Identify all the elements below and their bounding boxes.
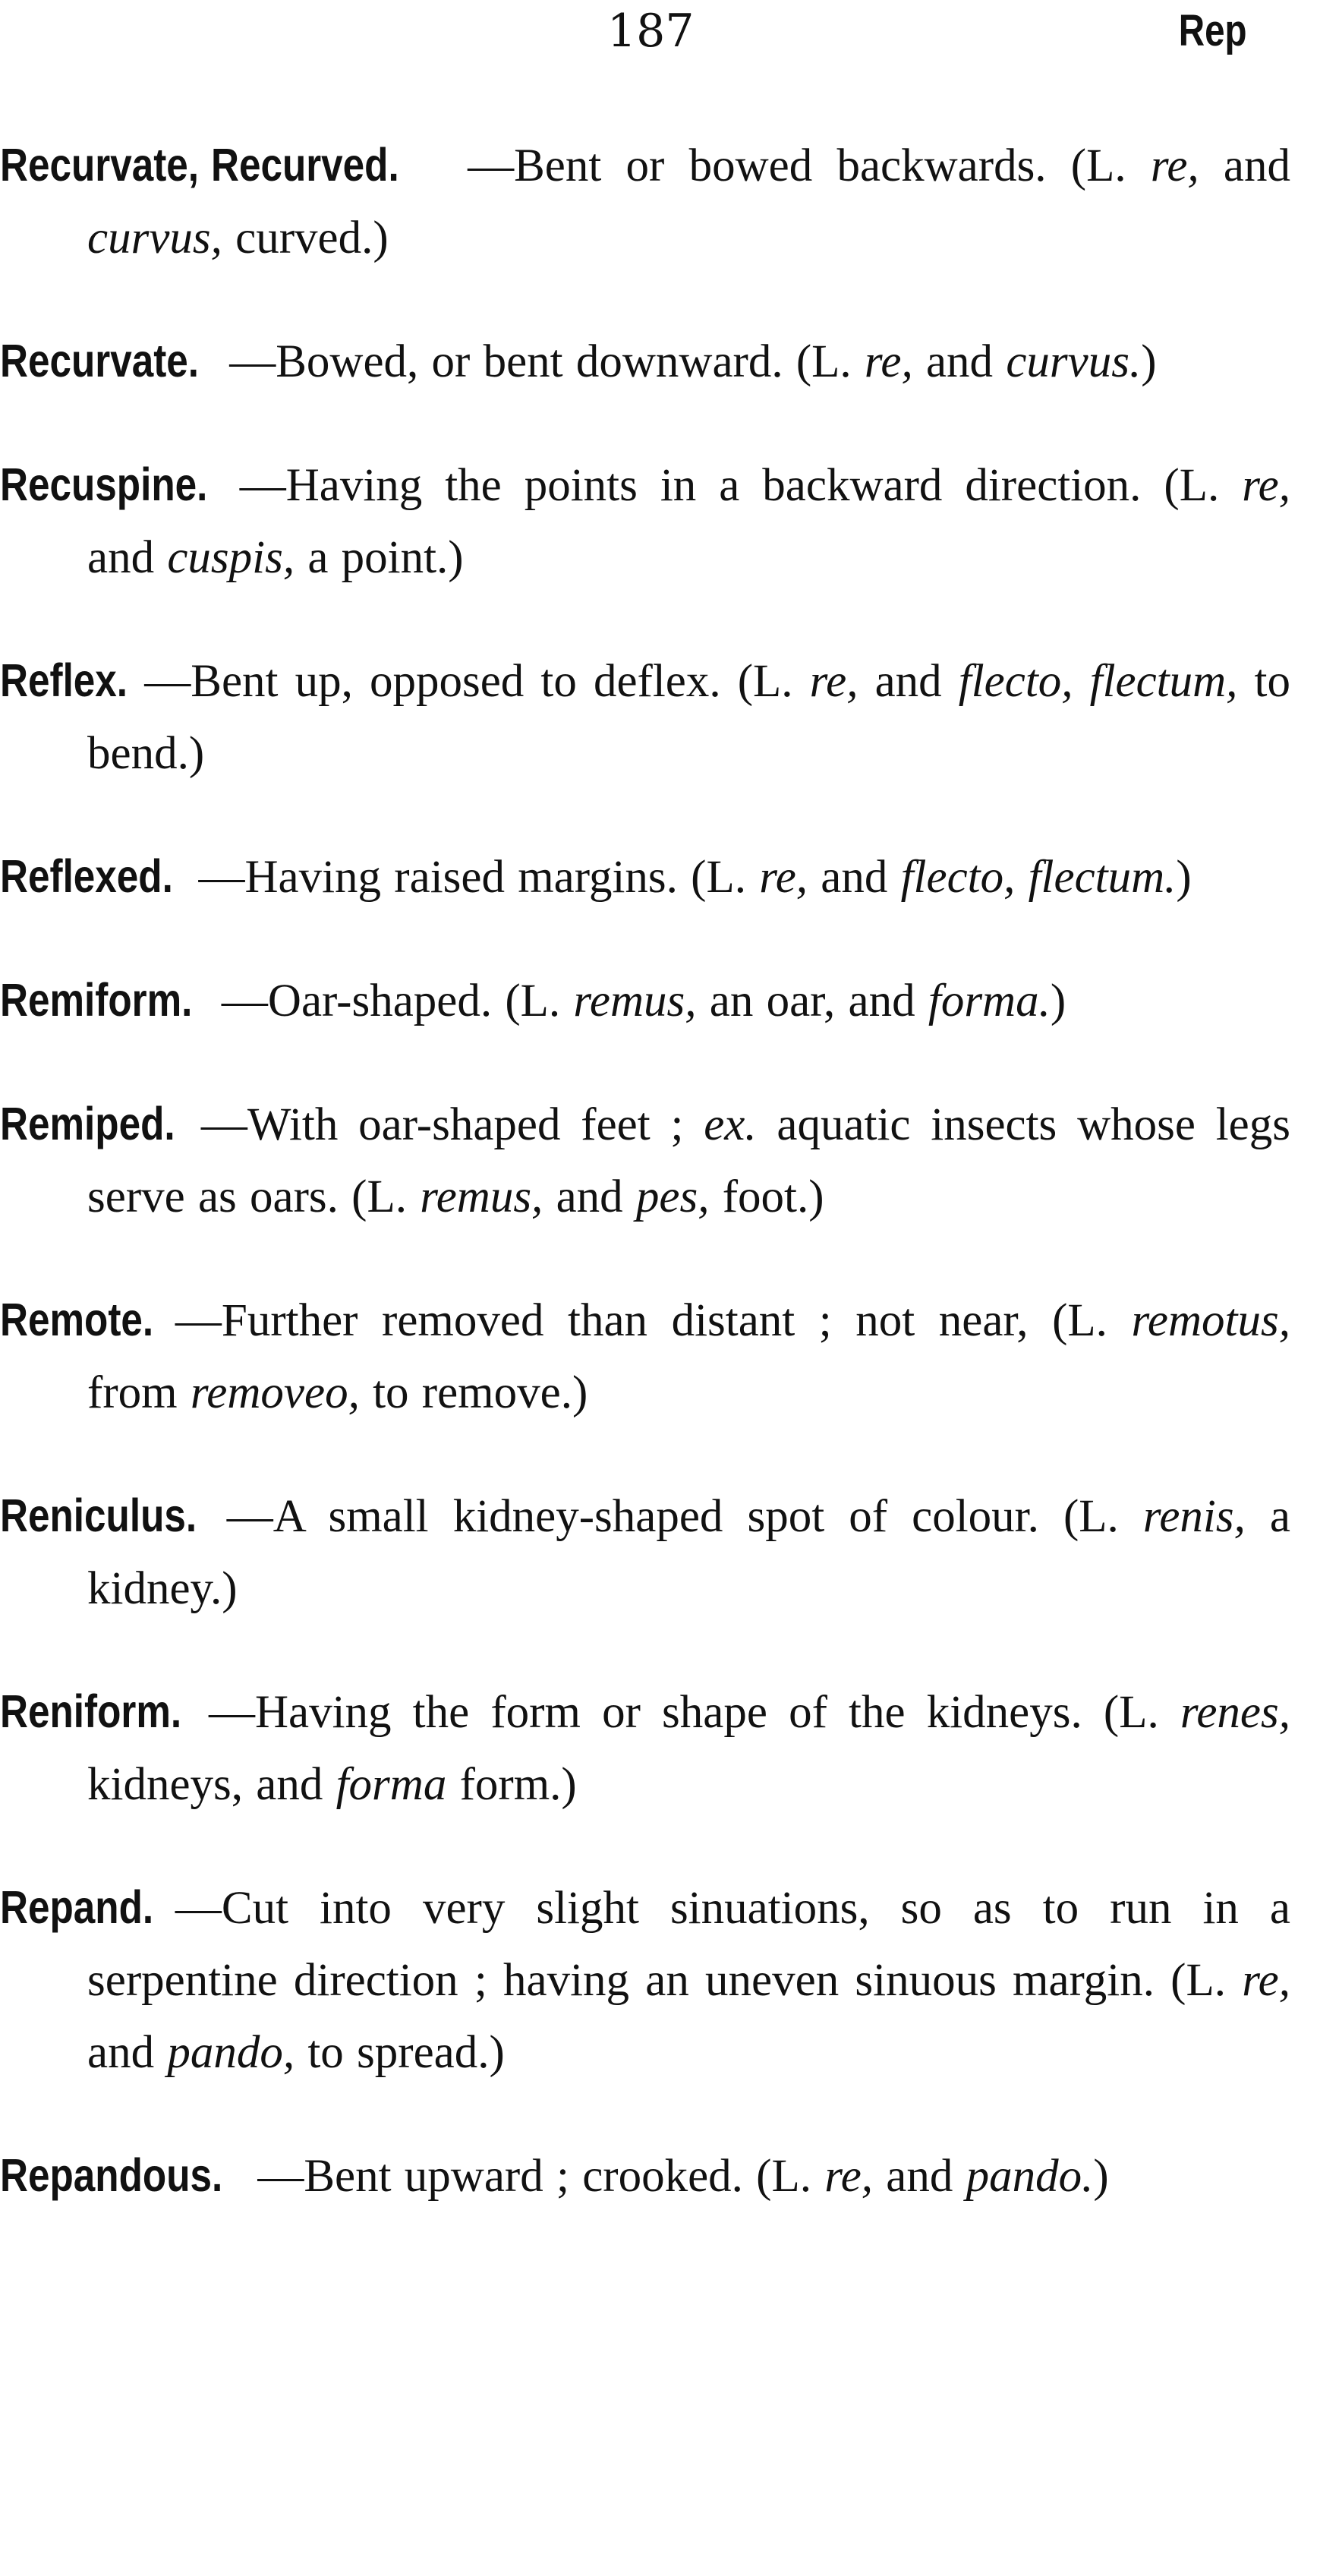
entry-definition-text: an oar, and <box>696 976 928 1026</box>
entry-headword: Recuspine. <box>0 459 208 510</box>
entry-definition-text: ) <box>1141 336 1157 387</box>
entry-headword: Reflex. <box>0 654 128 706</box>
glossary-entry <box>0 645 1290 790</box>
entry-italic-term: re, <box>809 656 858 707</box>
entry-definition-text: —Bowed, or bent downward. (L. <box>229 336 865 387</box>
entry-italic-term: flecto, flectum. <box>900 852 1177 903</box>
entry-italic-term: re, <box>864 336 913 387</box>
entry-definition-text: —Having the form or shape of the kidneys. (L. <box>208 1687 1180 1738</box>
entry-italic-term: remotus, <box>1131 1295 1290 1346</box>
entry-italic-term: re, <box>824 2151 874 2202</box>
entry-definition-text: to spread.) <box>295 2027 505 2078</box>
entry-definition-text: —Bent up, opposed to deflex. (L. <box>144 656 810 707</box>
entry-definition-text: —Bent or bowed backwards. (L. <box>468 140 1151 191</box>
entry-headword: Remote. <box>0 1294 154 1345</box>
entry-italic-term: remus, <box>573 976 697 1026</box>
entry-italic-term: curvus, <box>87 213 222 263</box>
entry-italic-term: flecto, flectum, <box>958 656 1238 707</box>
entry-italic-term: remus, <box>420 1171 543 1222</box>
running-head: Rep <box>1179 6 1247 55</box>
entry-headword: Repand. <box>0 1881 154 1933</box>
entry-headword: Remiped. <box>0 1098 175 1149</box>
entry-definition-text: and <box>543 1171 636 1222</box>
entry-italic-term: renis, <box>1142 1491 1246 1542</box>
glossary-entry <box>0 1871 1290 2089</box>
page-number: 187 <box>607 5 695 58</box>
glossary-entry <box>0 964 1290 1037</box>
entry-definition-text: and <box>808 852 901 903</box>
entry-definition-text: —Oar-shaped. (L. <box>221 976 574 1026</box>
entry-italic-term: cuspis, <box>167 532 295 583</box>
entry-definition-text: ) <box>1093 2151 1109 2202</box>
glossary-entry <box>0 1480 1290 1625</box>
entry-definition-text: —Cut into very slight sinuations, so as to run in a serpentine direction ; having an uneven sinuous margin. (L. <box>87 1883 1290 2006</box>
glossary-entry <box>0 840 1290 913</box>
entry-italic-term: re, <box>1242 1955 1290 2006</box>
entry-headword: Reniculus. <box>0 1490 197 1541</box>
entry-definition-text: and <box>912 336 1007 387</box>
entry-definition-text: and <box>873 2151 966 2202</box>
page-header <box>0 0 1320 76</box>
entry-italic-term: re, <box>759 852 808 903</box>
entry-definition-text: and <box>87 532 168 583</box>
entry-definition-text: —With oar-shaped feet ; <box>200 1099 704 1150</box>
entry-definition-text: to remove.) <box>359 1367 588 1418</box>
entry-italic-term: pando. <box>966 2151 1094 2202</box>
entry-definition-text: —Further removed than distant ; not near, (L. <box>175 1295 1132 1346</box>
entry-headword: Reflexed. <box>0 850 173 902</box>
entry-headword: Recurvate, Recurved. <box>0 139 399 191</box>
entry-definition-text: a kidney.) <box>87 1491 1290 1614</box>
entry-italic-term: re, <box>1242 460 1290 511</box>
glossary-entries <box>0 129 1290 2263</box>
entry-definition-text: kidneys, and <box>87 1759 336 1810</box>
entry-definition-text: ) <box>1176 852 1192 903</box>
glossary-entry <box>0 1284 1290 1429</box>
entry-italic-term: re, <box>1150 140 1199 191</box>
entry-headword: Recurvate. <box>0 335 200 386</box>
entry-italic-term: renes, <box>1180 1687 1290 1738</box>
entry-definition-text: from <box>87 1367 191 1418</box>
entry-italic-term: curvus. <box>1006 336 1142 387</box>
entry-italic-term: forma. <box>928 976 1051 1026</box>
entry-definition-text: curved.) <box>222 213 389 263</box>
entry-headword: Repandous. <box>0 2149 223 2201</box>
entry-definition-text: a point.) <box>295 532 464 583</box>
glossary-entry <box>0 325 1290 398</box>
glossary-entry <box>0 1676 1290 1821</box>
entry-headword: Reniform. <box>0 1685 182 1737</box>
entry-definition-text: —Bent upward ; crooked. (L. <box>257 2151 825 2202</box>
glossary-entry <box>0 1088 1290 1233</box>
entry-italic-term: forma <box>336 1759 447 1810</box>
entry-definition-text: —Having raised margins. (L. <box>198 852 760 903</box>
entry-definition-text: and <box>1199 140 1291 191</box>
entry-definition-text: and <box>87 2027 168 2078</box>
entry-definition-text: aquatic insects whose legs serve as oars. (L. <box>87 1099 1290 1222</box>
entry-definition-text: to bend.) <box>87 656 1290 779</box>
entry-headword: Remiform. <box>0 974 193 1026</box>
glossary-entry <box>0 129 1290 274</box>
entry-definition-text: foot.) <box>709 1171 824 1222</box>
entry-italic-term: removeo, <box>190 1367 360 1418</box>
entry-definition-text: ) <box>1050 976 1066 1026</box>
entry-italic-term: pes, <box>635 1171 710 1222</box>
entry-italic-term: pando, <box>167 2027 295 2078</box>
entry-definition-text: and <box>858 656 959 707</box>
glossary-entry <box>0 449 1290 594</box>
entry-definition-text: —Having the points in a backward direction. (L. <box>239 460 1243 511</box>
entry-italic-term: ex. <box>704 1099 757 1150</box>
entry-definition-text: form.) <box>446 1759 577 1810</box>
glossary-entry <box>0 2139 1290 2212</box>
entry-definition-text: —A small kidney-shaped spot of colour. (L. <box>226 1491 1143 1542</box>
